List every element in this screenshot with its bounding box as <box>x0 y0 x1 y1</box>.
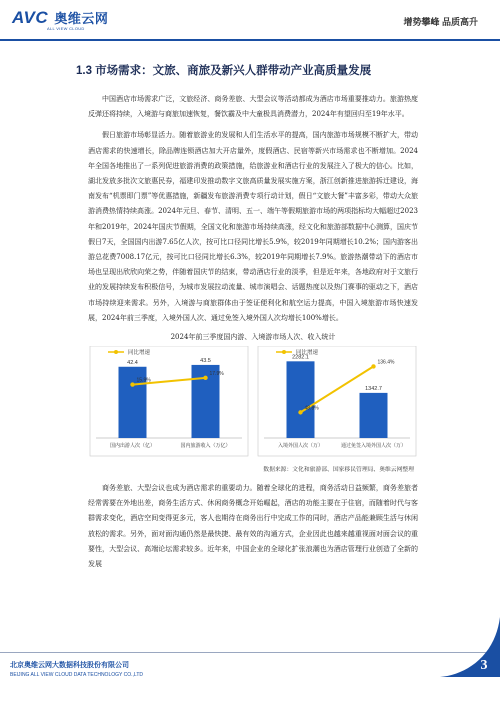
page-number: 3 <box>480 658 488 673</box>
bar-value-label: 42.4 <box>127 359 138 366</box>
paragraph-intro: 中国酒店市场需求广泛，文旅经济、商务差旅、大型会议等活动都成为酒店市场重要推动力。旅游热度反弹还将持续，入境游与商旅加速恢复，餐饮霸及中大童极具消费潜力，2024年有望回归至19年水平。 <box>88 95 418 119</box>
legend-label: 同比增速 <box>296 350 319 357</box>
page-corner-shape <box>440 617 500 677</box>
series-value-label: 15.9% <box>136 377 151 384</box>
category-tick-label: 入境外国人次（万） <box>277 443 324 450</box>
series-value-label: 17.9% <box>209 370 224 377</box>
series-point <box>203 376 207 380</box>
chart-frame <box>90 346 248 456</box>
series-point <box>298 410 302 414</box>
category-tick-label: 国内旅游收入（万亿） <box>180 443 231 450</box>
legend-marker <box>282 350 286 354</box>
combo-charts <box>88 346 418 458</box>
footer-company-en: BEIJING ALL VIEW CLOUD DATA TECHNOLOGY CO.,LTD <box>10 672 143 678</box>
source-note: 数据来源：文化和旅游部、国家移民管理局、奥维云网整理 <box>263 467 414 474</box>
page-footer <box>10 660 143 678</box>
page-content <box>76 62 418 578</box>
logo-cn: 奥维云网 <box>54 11 109 26</box>
chart-title: 2024年前三季度国内游、入境游市场人次、收入统计 <box>170 333 336 342</box>
series-value-label: 136.4% <box>377 359 395 366</box>
header-slogan: 增势攀峰 品质高升 <box>403 17 478 27</box>
series-value-label: 48.8% <box>304 405 319 412</box>
logo-mark: AVC <box>12 8 49 27</box>
logo-en: ALL VIEW CLOUD <box>47 26 85 31</box>
chart-bar <box>287 361 315 438</box>
series-point <box>130 382 134 386</box>
paragraph-holiday: 假日旅游市场彰显活力。随着旅游业的发展和人们生活水平的提高，国内旅游市场规模不断扩大，带动酒店需求的快速增长，除品牌连锁酒店加大开店量外，度假酒店、民宿等新兴市场需求也不断增加。2024年全国各地推出了一系列促进旅游消费的政策措施，给旅游业和酒店行业的发展注入了极大的信心。比如，湖北发放多批次文旅惠民券，福建印发推动数字文旅高质量发展实施方案，浙江创新推进旅游拆迁建设，海南发布“机票即门票”等优惠措施，新疆发布旅游消费专项行动计划，假日“文旅大餐”丰富多彩，带动大众旅游消费热情持续高涨。2024年元旦、春节、清明、五一、端午等假期旅游市场的两项指标均大幅超过2023年和2019年，2024年国庆节假期，全国文化和旅游市场持续高涨，经文化和旅游部数据中心测算，国庆节假日7天，全国国内出游7.65亿人次，按可比口径同比增长5.9%，较2019年同期增长10.2%；国内游客出游总花费7008.17亿元，按可比口径同比增长6.3%，较2019年同期增长7.9%。旅游热潮带动下的酒店市场也呈现出欣欣向荣之势，伴随着国庆节的结束，带动酒店行业的淡季，但是近年来，各地政府对于文旅行业的发展持续发布积极信号，为城市发展拉动流量、城市演唱会、话题热度以及热门赛事的驱动之下，酒店市场持续迎来需求。另外，入境游与商旅群体由于签证便利化和航空运力提高，中国入境旅游市场快速发展，2024年前三季度，入境外国人次、通过免签入境外国人次均增长100%增长。 <box>88 131 418 322</box>
bar-value-label: 2282.1 <box>292 354 309 361</box>
chart-bar <box>360 393 388 438</box>
category-tick-label: 通过免签入境外国人次（万） <box>340 443 407 450</box>
paragraph-business: 商务差旅、大型会议也成为酒店需求的重要动力。随着全球化的进程，商务活动日益频繁，商务差旅者经常需要在外地出差，商务生活方式、休闲商务概念开始崛起，酒店的功能主要在于住宿，而随着时代与客群需求变化，酒店空间变得更多元，客人也期待在商务出行中完成工作的同时，酒店产品能兼顾生活与休闲放松的需求。另外，面对面沟通仍然是最快捷、最有效的沟通方式，企业因此也越来越重视面对面会议的重要性，大型会议、高端论坛需求较多。近年来，中国企业的全球化扩张浪潮也为酒店管理行业创造了全新的发展 <box>88 484 418 569</box>
bar-value-label: 1342.7 <box>365 385 382 392</box>
charts-area <box>88 346 418 458</box>
footer-company-cn: 北京奥维云网大数据科技股份有限公司 <box>10 662 129 669</box>
page-number-badge <box>440 617 500 677</box>
section-title: 1.3 市场需求：文旅、商旅及新兴人群带动产业高质量发展 <box>76 65 372 77</box>
legend-marker <box>114 350 118 354</box>
series-point <box>371 364 375 368</box>
category-tick-label: 国内出游人次（亿） <box>109 443 156 450</box>
footer-rule <box>0 652 500 653</box>
bar-value-label: 43.5 <box>200 357 211 364</box>
legend-label: 同比增速 <box>128 350 151 357</box>
company-logo <box>12 8 108 31</box>
page-header <box>0 0 500 42</box>
header-rule <box>0 39 500 41</box>
